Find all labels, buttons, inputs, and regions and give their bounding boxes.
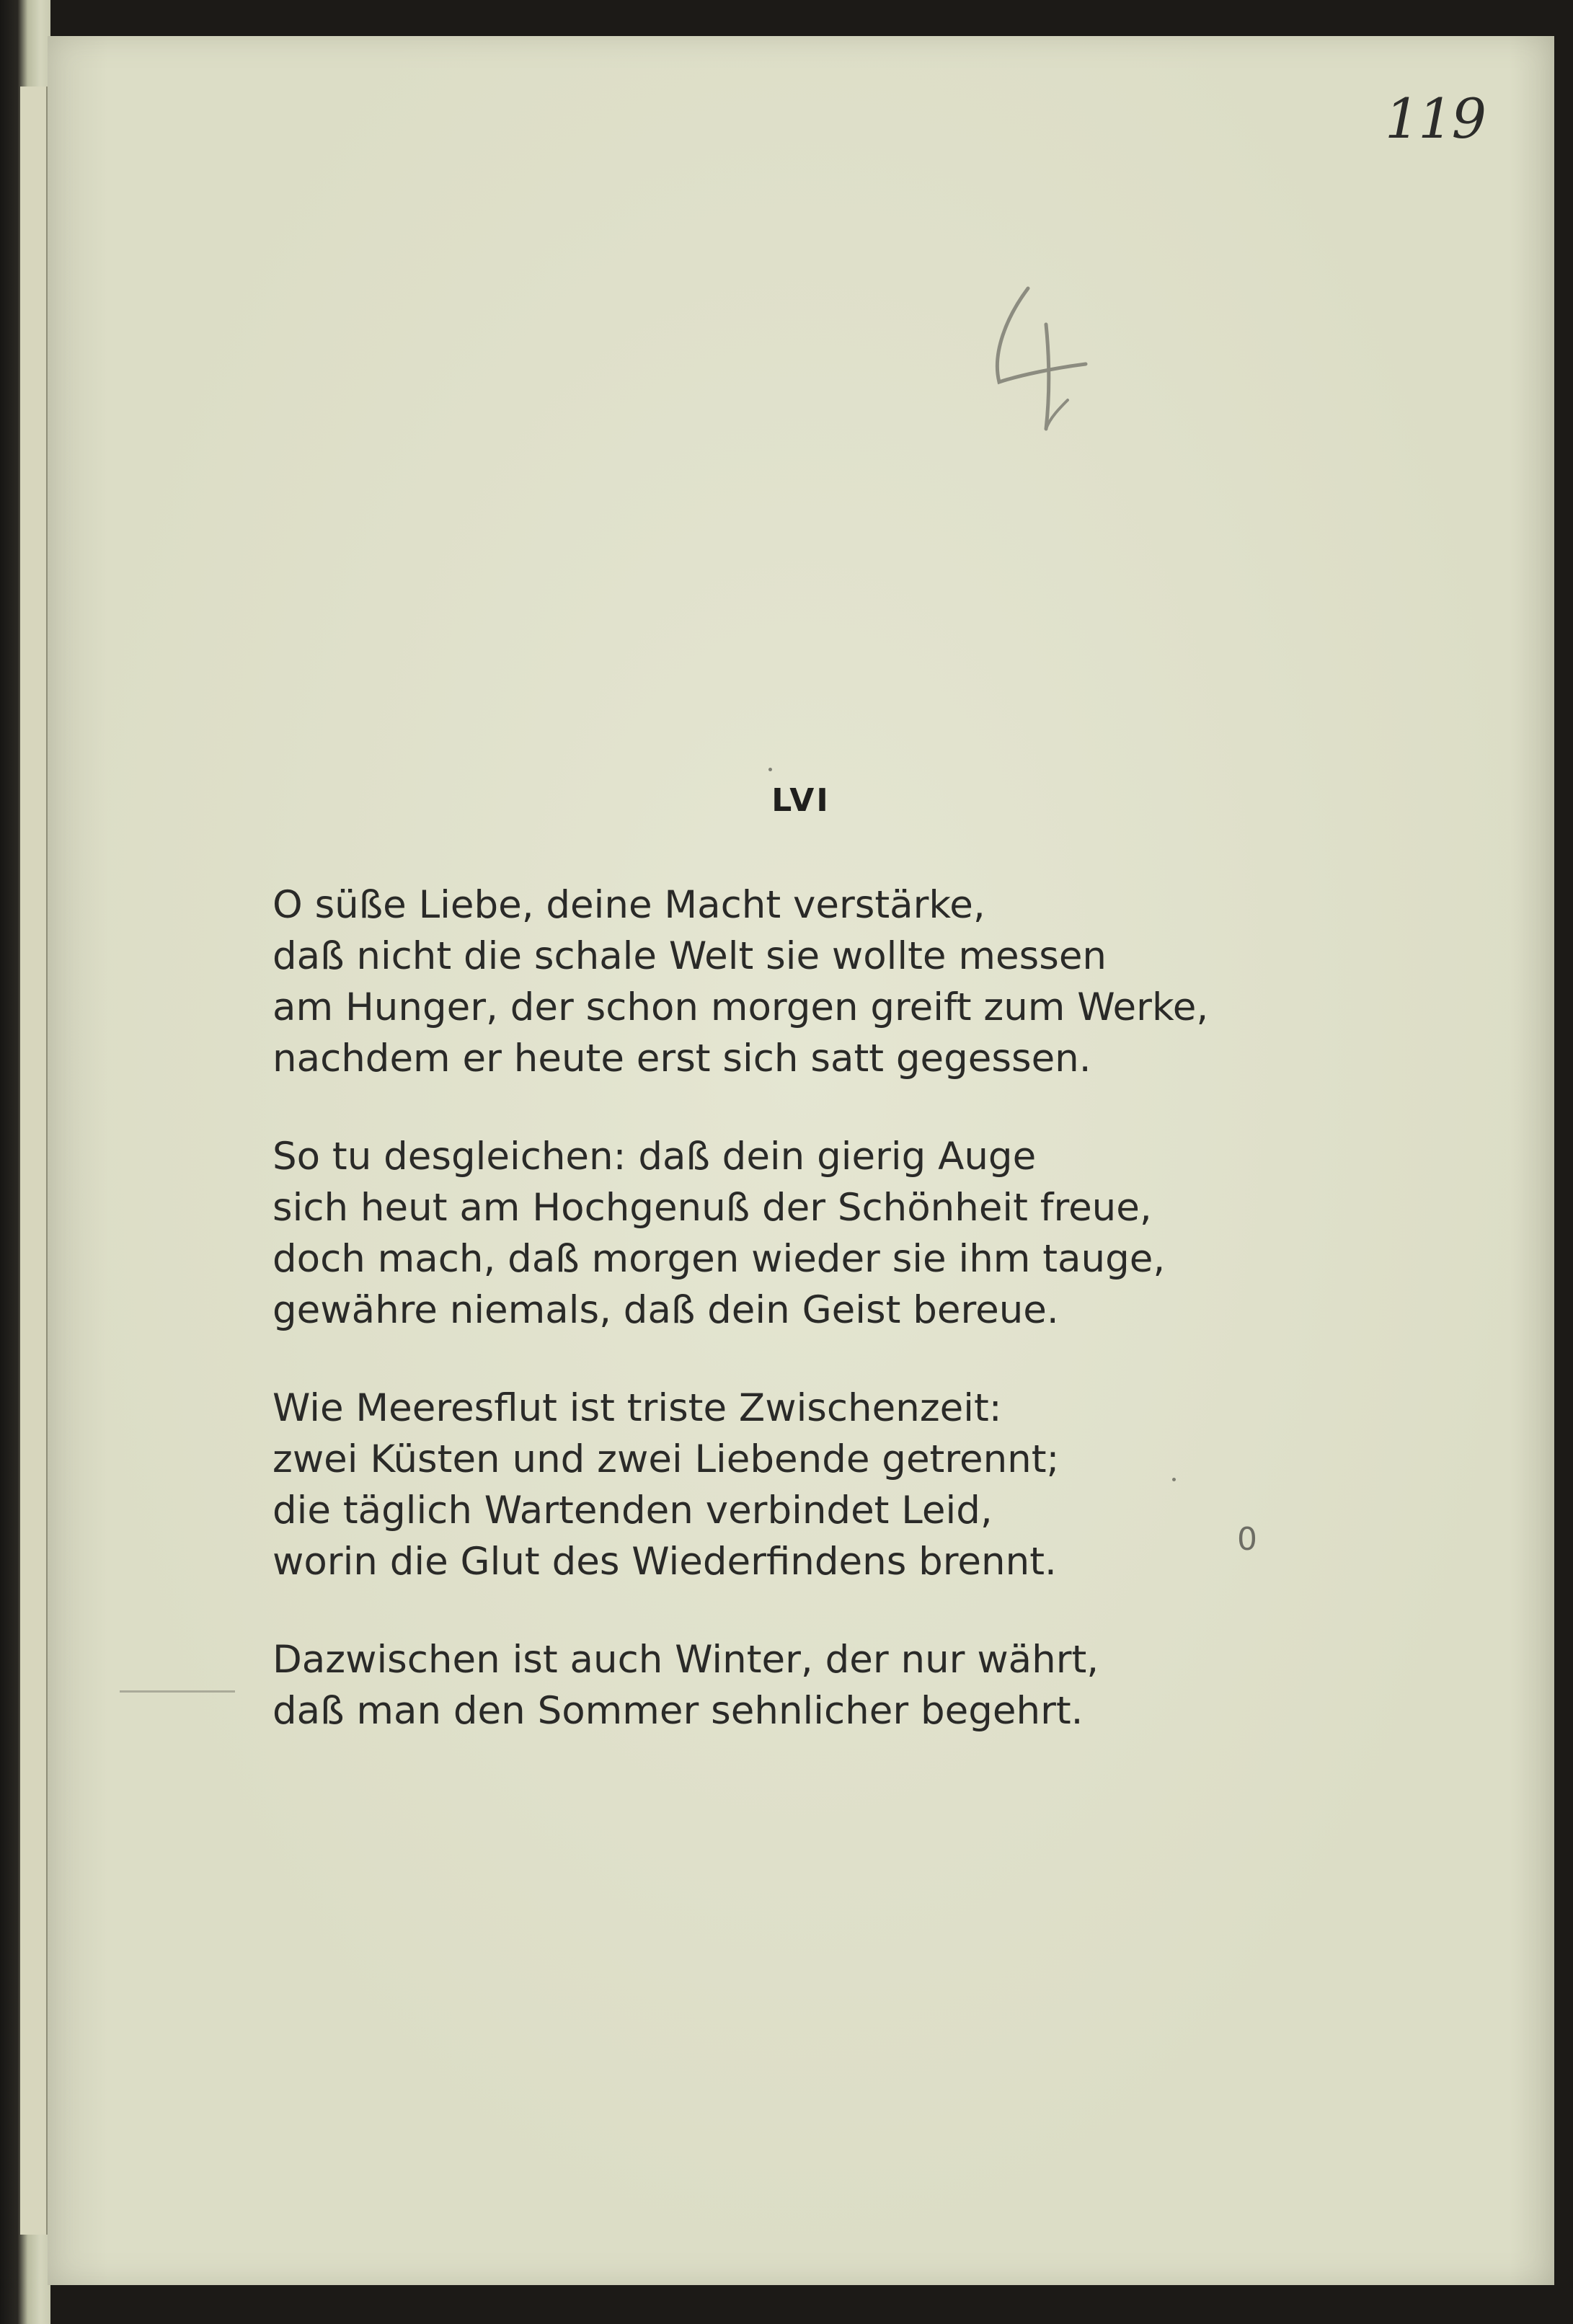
poem-line: O süße Liebe, deine Macht verstärke, [272, 883, 985, 927]
margin-mark: 0 [1237, 1521, 1257, 1558]
paper-speck [1172, 1478, 1176, 1481]
stanza-3 [272, 1383, 1354, 1587]
margin-scratch [120, 1690, 235, 1693]
poem-line: sich heut am Hochgenuß der Schönheit freue, [272, 1186, 1152, 1230]
poem-line: die täglich Wartenden verbindet Leid, [272, 1489, 993, 1533]
stanza-2 [272, 1131, 1354, 1336]
stanza-4 [272, 1634, 1354, 1737]
poem-title: LVI [771, 782, 830, 819]
poem-line: Wie Meeresflut ist triste Zwischenzeit: [272, 1386, 1002, 1430]
poem-line: daß man den Sommer sehnlicher begehrt. [272, 1689, 1084, 1733]
poem-line: daß nicht die schale Welt sie wollte messen [272, 934, 1107, 978]
underlying-page-edge [20, 87, 48, 2235]
poem-line: zwei Küsten und zwei Liebende getrennt; [272, 1437, 1060, 1481]
book-page [48, 36, 1554, 2285]
page-number: 119 [1384, 87, 1485, 151]
poem-line: nachdem er heute erst sich satt gegessen. [272, 1037, 1091, 1081]
poem-line: am Hunger, der schon morgen greift zum Werke, [272, 985, 1209, 1029]
stanza-1 [272, 879, 1354, 1084]
paper-speck [768, 768, 772, 771]
poem-line: Dazwischen ist auch Winter, der nur währt, [272, 1638, 1099, 1682]
poem-line: gewähre niemals, daß dein Geist bereue. [272, 1288, 1059, 1332]
poem-body [272, 879, 1354, 1783]
poem-line: worin die Glut des Wiederfindens brennt. [272, 1540, 1057, 1584]
pencil-annotation-mark [978, 274, 1093, 433]
poem-line: So tu desgleichen: daß dein gierig Auge [272, 1135, 1037, 1179]
poem-line: doch mach, daß morgen wieder sie ihm tauge, [272, 1237, 1166, 1281]
